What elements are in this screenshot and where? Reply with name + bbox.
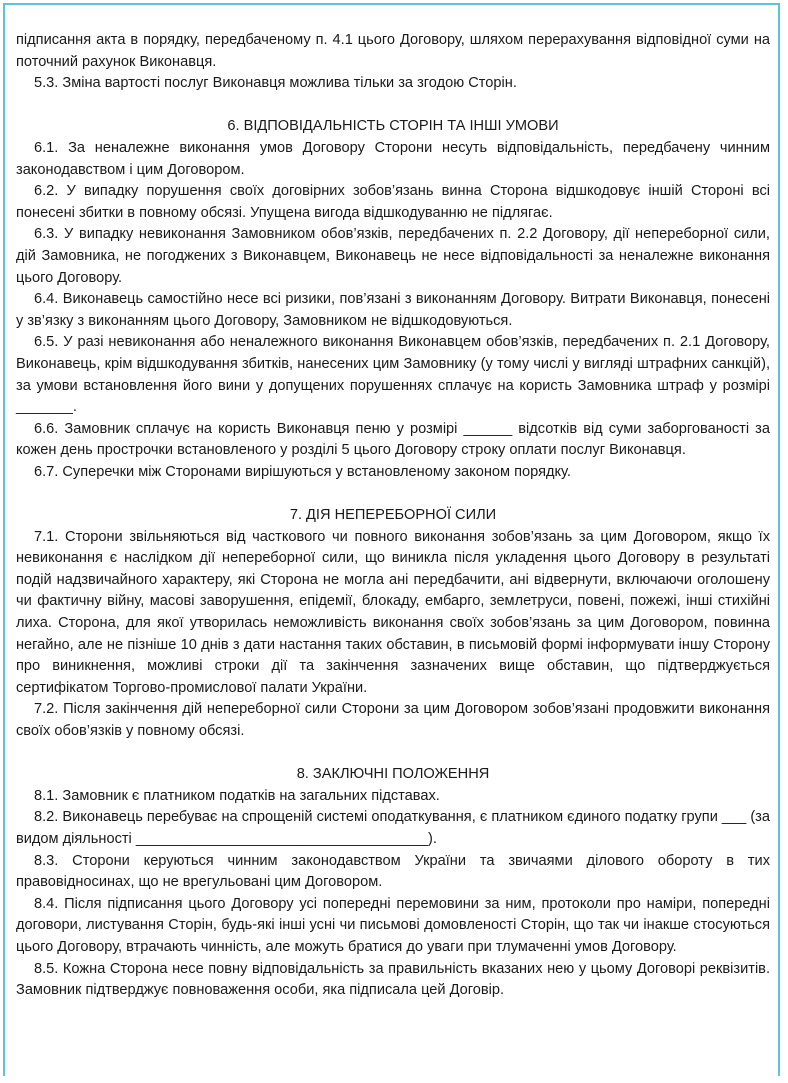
paragraph-6-1: 6.1. За неналежне виконання умов Договору Сторони несуть відповідальність, передбачену чинним законодавством і цим Договором.	[16, 139, 770, 178]
section-6-title: 6. ВІДПОВІДАЛЬНІСТЬ СТОРІН ТА ІНШІ УМОВИ	[227, 118, 559, 135]
paragraph-6-5: 6.5. У разі невиконання або неналежного виконання Виконавцем обов’язків, передбачених п. 2.1 Договору, Виконавець, крім відшкодування збитків, нанесених цим Замовнику (у тому числі у вигляді штрафних санкцій), за умови встановлення його вини у допущених порушеннях сплачує на користь Замовника штраф у розмірі _______.	[16, 334, 770, 416]
paragraph-8-1: 8.1. Замовник є платником податків на загальних підставах.	[34, 787, 440, 804]
paragraph-6-3: 6.3. У випадку невиконання Замовником обов’язків, передбачених п. 2.2 Договору, дії непереборної сили, дій Замовника, не погоджених з Виконавцем, Виконавець не несе відповідальності за неналежне виконання цього Договору.	[16, 226, 770, 286]
paragraph-7-1: 7.1. Сторони звільняються від часткового чи повного виконання зобов’язань за цим Договором, якщо їх невиконання є наслідком дії непереборної сили, що виникла після укладення цього Договору в результаті подій надзвичайного характеру, які Сторона не могла ані передбачити, ані відвернути, включаючи оголошену чи фактичну війну, масові заворушення, епідемії, блокаду, ембарго, землетруси, повені, пожежі, інші стихійні лиха. Сторона, для якої утворилась неможливість виконання своїх зобов’язань за цим Договором, повинна негайно, але не пізніше 10 днів з дати настання таких обставин, в письмовій формі інформувати іншу Сторону про виникнення, можливі строки дії та закінчення зазначених вище обставин, що підтверджується сертифікатом Торгово-промислової палати України.	[16, 528, 770, 696]
paragraph-6-6: 6.6. Замовник сплачує на користь Виконавця пеню у розмірі ______ відсотків від суми заборгованості за кожен день прострочки встановленого у розділі 5 цього Договору строку оплати послуг Виконавця.	[16, 420, 770, 459]
paragraph-8-5: 8.5. Кожна Сторона несе повну відповідальність за правильність вказаних нею у цьому Договорі реквізитів. Замовник підтверджує повноваження особи, яка підписала цей Договір.	[16, 960, 770, 999]
paragraph-6-7: 6.7. Суперечки між Сторонами вирішуються у встановленому законом порядку.	[34, 463, 571, 480]
paragraph-5-3: 5.3. Зміна вартості послуг Виконавця можлива тільки за згодою Сторін.	[34, 75, 517, 92]
paragraph-5-2-continuation: підписання акта в порядку, передбаченому п. 4.1 цього Договору, шляхом перерахування відповідної суми на поточний рахунок Виконавця.	[16, 32, 770, 70]
paragraph-8-4: 8.4. Після підписання цього Договору усі попередні перемовини за ним, протоколи про наміри, попередні договори, листування Сторін, будь-які інші усні чи письмові домовленості Сторін, що так чи інакше стосуються цього Договору, втрачають чинність, але можуть братися до уваги при тлумаченні умов Договору.	[16, 895, 770, 955]
section-8-title: 8. ЗАКЛЮЧНІ ПОЛОЖЕННЯ	[296, 766, 490, 783]
section-6	[16, 116, 770, 483]
section-8	[16, 764, 770, 1002]
paragraph-6-2: 6.2. У випадку порушення своїх договірних зобов’язань винна Сторона відшкодовує іншій Стороні всі понесені збитки в повному обсязі. Упущена вигода відшкодуванню не підлягає.	[16, 183, 770, 221]
paragraph-7-2: 7.2. Після закінчення дій непереборної сили Сторони за цим Договором зобов’язані продовжити виконання своїх обов’язків у повному обсязі.	[16, 701, 770, 739]
paragraph-8-3: 8.3. Сторони керуються чинним законодавством України та звичаями ділового обороту в тих правовідносинах, що не врегульовані цим Договором.	[16, 852, 770, 891]
section-7	[16, 505, 770, 743]
document-body	[16, 30, 770, 1002]
paragraph-6-4: 6.4. Виконавець самостійно несе всі ризики, пов’язані з виконанням Договору. Витрати Виконавця, понесені у зв’язку з виконанням цього Договору, Замовником не відшкодовуються.	[16, 291, 770, 329]
paragraph-8-2: 8.2. Виконавець перебуває на спрощеній системі оподаткування, є платником єдиного податку групи ___ (за видом діяльності ____________________________________).	[16, 809, 770, 847]
section-7-title: 7. ДІЯ НЕПЕРЕБОРНОЇ СИЛИ	[289, 507, 497, 524]
